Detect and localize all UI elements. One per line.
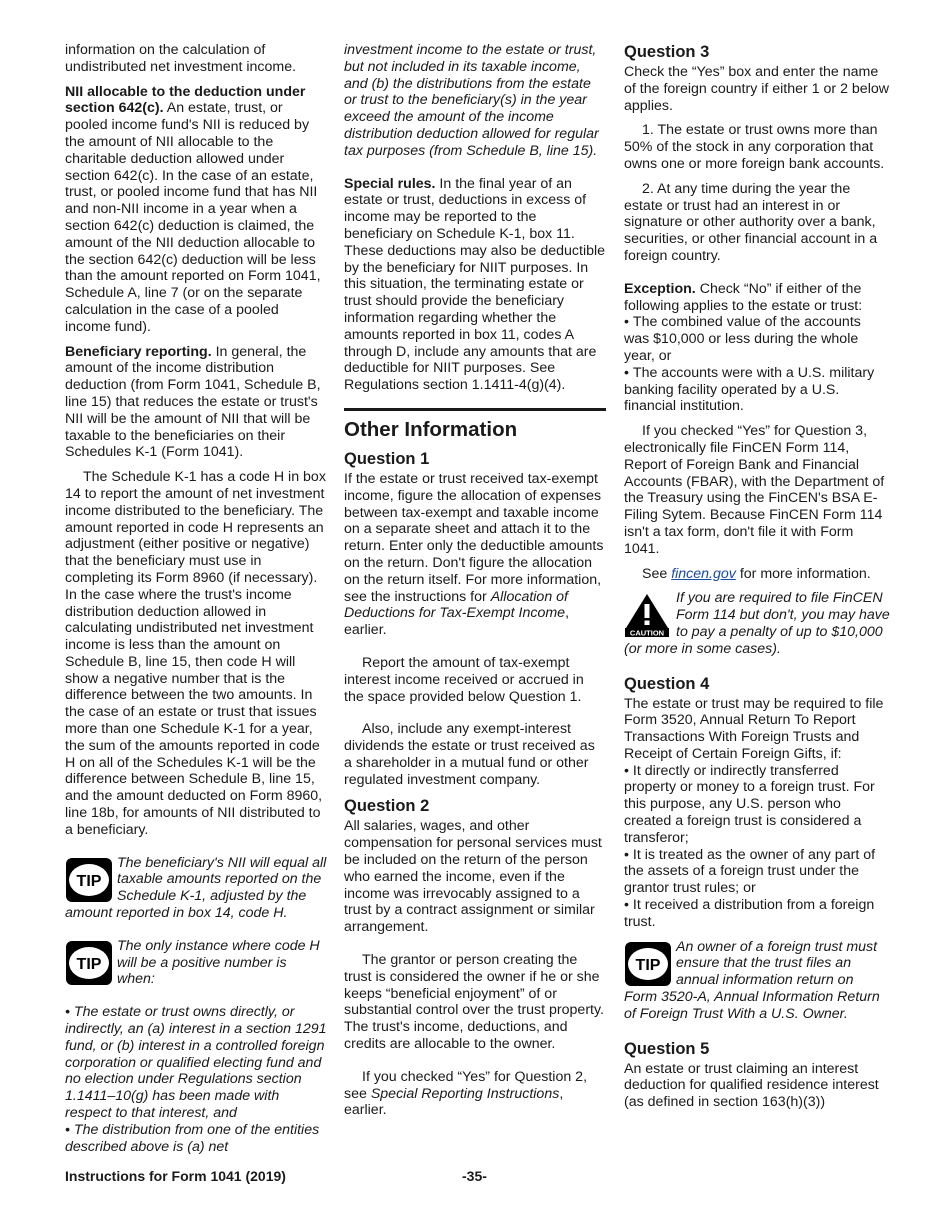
bullet-text: It directly or indirectly transferred property or money to a foreign trust. For this purpose, any U.S. person who created a foreign trust is considered a transferor; — [624, 762, 875, 846]
question-3-body: Check the “Yes” box and enter the name of the foreign country if either 1 or 2 below applies. — [624, 64, 889, 114]
bullet-item — [65, 1122, 327, 1156]
svg-text:TIP: TIP — [635, 956, 661, 974]
bullet-text: The distribution from one of the entities described above is (a) net — [65, 1121, 320, 1155]
bullet-icon: • — [624, 364, 633, 381]
see-text-end: for more information. — [735, 565, 871, 582]
bullet-item — [624, 314, 890, 364]
q1-text: If the estate or trust received tax-exempt income, figure the allocation of expenses between tax-exempt and taxable income on a separate sheet and attach it to the return. Enter only the deductible amounts on the return. Don't figure the allocation on the return itself. For more information, see the instructions for — [344, 470, 604, 605]
question-2-heading: Question 2 — [344, 797, 430, 816]
q2-text-end: , earlier. — [344, 1085, 564, 1119]
question-2-body: All salaries, wages, and other compensation for personal services must be included on the return of the person who earned the income, even if the income was irrevocably assigned to a trust by a contract assignment or similar arrangement. — [344, 818, 602, 936]
bullet-item — [624, 365, 890, 415]
bullet-icon: • — [624, 846, 633, 863]
see-fincen-paragraph — [624, 566, 890, 583]
svg-text:TIP: TIP — [76, 955, 102, 973]
question-3-item-2: 2. At any time during the year the estate or trust had an interest in or signature or other authority over a bank, securities, or other financial account in a foreign country. — [624, 180, 878, 264]
special-rules-paragraph — [344, 176, 606, 394]
bullet-item — [624, 897, 890, 931]
bullet-icon: • — [624, 314, 633, 331]
question-4-body: The estate or trust may be required to file Form 3520, Annual Return To Report Transactions With Foreign Trusts and Receipt of Certain Foreign Gifts, if: — [624, 695, 884, 762]
fincen-paragraph: If you checked “Yes” for Question 3, electronically file FinCEN Form 114, Report of Foreign Bank and Financial Accounts (FBAR), with the Department of the Treasury using the FinCEN's BSA E-Filing Sytem. Because FinCEN Form 114 isn't a tax form, don't file it with Form 1041. — [624, 423, 885, 557]
intro-paragraph: information on the calculation of undistributed net investment income. — [65, 42, 297, 75]
tip-text-1: The beneficiary's NII will equal all taxable amounts reported on the Schedule K-1, adjusted by the amount reported in box 14, code H. — [65, 854, 327, 922]
see-text: See — [642, 565, 672, 582]
bullet-item — [624, 847, 890, 897]
bullet-text: The estate or trust owns directly, or indirectly, an (a) interest in a section 1291 fund, or (b) interest in a controlled foreign corporation or qualified electing fund and no election under Regulations section 1.1411–10(g) has been made with respect to that interest, and — [65, 1004, 327, 1122]
tip-text-3: An owner of a foreign trust must ensure that the trust files an annual information return on Form 3520-A, Annual Information Return of Foreign Trust With a U.S. Owner. — [624, 938, 880, 1022]
tip-icon — [624, 941, 672, 987]
q1-text-end: , earlier. — [344, 605, 570, 639]
column-right — [624, 42, 890, 1119]
special-rules-heading: Special rules. — [344, 175, 436, 192]
exception-paragraph — [624, 281, 890, 315]
nii-642c-body: An estate, trust, or pooled income fund's NII is reduced by the amount of NII allocable to the charitable deduction allowed under section 642(c). In the case of an estate, trust, or pooled income fund that has NII and non-NII income in a year when a section 642(c) deduction is claimed, the amount of the NII deduction allocable to the section 642(c) deduction will be less than the amount reported on Form 1041, Schedule A, line 7 (or on the separate calculation in the case of a pooled income fund). — [65, 100, 321, 335]
q2-italic-ref: Special Reporting Instructions — [370, 1085, 560, 1102]
bullet-icon: • — [65, 1004, 74, 1021]
q1-italic-ref: Allocation of Deductions for Tax-Exempt Income — [344, 588, 568, 622]
question-1-body — [344, 471, 606, 639]
column-middle — [344, 42, 606, 1127]
footer-page-number: -35- — [462, 1168, 487, 1184]
footer-form-title: Instructions for Form 1041 (2019) — [65, 1168, 286, 1184]
beneficiary-reporting-heading: Beneficiary reporting. — [65, 343, 212, 360]
caution-note — [624, 590, 890, 673]
question-5-body: An estate or trust claiming an interest deduction for qualified residence interest (as defined in section 163(h)(3)) — [624, 1060, 879, 1111]
svg-text:TIP: TIP — [76, 872, 102, 890]
tip-icon — [65, 857, 113, 903]
continued-italic-text: investment income to the estate or trust, but not included in its taxable income, and (b) the distributions from the estate or trust to the beneficiary(s) in the year exceed the amount of the income distribution deduction allowed for regular tax purposes (from Schedule B, line 15). — [344, 42, 599, 159]
tip-icon — [65, 940, 113, 986]
bullet-icon: • — [624, 762, 633, 779]
beneficiary-reporting-body: In general, the amount of the income distribution deduction (from Form 1041, Schedule B, line 15) that reduces the estate or trust's NII will be the amount of NII that will be taxable to the beneficiaries on their Schedules K-1 (Form 1041). — [65, 343, 321, 461]
question-1-paragraph-2: Report the amount of tax-exempt interest income received or accrued in the space provided below Question 1. — [344, 654, 584, 705]
tip-note-3 — [624, 939, 890, 1039]
bullet-text: The combined value of the accounts was $10,000 or less during the whole year, or — [624, 314, 861, 364]
schedule-k1-paragraph: The Schedule K-1 has a code H in box 14 to report the amount of net investment income distributed to the beneficiary. The amount reported in code H represents an adjustment (either positive or negative) that the beneficiary must use in completing its Form 8960 (if necessary). In the case where the trust's income distribution deduction allowed in calculating undistributed net investment income is less than the amount on Schedule B, line 15, then code H will show a negative number that is the difference between the two amounts. In the case of an estate or trust that issues more than one Schedule K-1 for a year, the sum of the amounts reported in code H on all of the Schedules K-1 will be the difference between Schedule B, line 15, and the amount deducted on Form 8960, line 18b, for amounts of NII distributed to a beneficiary. — [65, 469, 326, 838]
question-4-heading: Question 4 — [624, 674, 710, 693]
section-divider — [344, 408, 606, 411]
bullet-text: It received a distribution from a foreign trust. — [624, 897, 875, 930]
other-information-heading: Other Information — [344, 417, 518, 441]
bullet-item — [65, 1004, 327, 1122]
question-2-paragraph-3 — [344, 1069, 606, 1119]
tip-note-1 — [65, 855, 327, 938]
tip-text-2: The only instance where code H will be a positive number is when: — [117, 937, 320, 988]
bullet-item — [624, 763, 890, 847]
column-left — [65, 42, 327, 1163]
beneficiary-reporting-paragraph — [65, 344, 327, 462]
bullet-text: It is treated as the owner of any part of the assets of a foreign trust under the grantor trust rules; or — [624, 846, 876, 897]
svg-text:CAUTION: CAUTION — [629, 628, 665, 638]
question-1-heading: Question 1 — [344, 449, 430, 468]
tip-note-2 — [65, 938, 327, 996]
fincen-link[interactable]: fincen.gov — [671, 565, 736, 582]
question-3-heading: Question 3 — [624, 43, 710, 61]
bullet-icon: • — [624, 897, 633, 914]
caution-icon — [624, 592, 670, 638]
exception-body: Check “No” if either of the following applies to the estate or trust: — [624, 280, 863, 314]
bullet-icon: • — [65, 1121, 74, 1138]
q2-text: If you checked “Yes” for Question 2, see — [344, 1068, 588, 1102]
question-2-paragraph-2: The grantor or person creating the trust is considered the owner if he or she keeps “beneficial enjoyment” of or substantial control over the trust property. The trust's income, deductions, and credits are allocable to the owner. — [344, 952, 604, 1053]
nii-642c-paragraph — [65, 84, 327, 336]
question-1-paragraph-3: Also, include any exempt-interest dividends the estate or trust received as a shareholder in a mutual fund or other regulated investment company. — [344, 721, 595, 788]
nii-642c-heading: NII allocable to the deduction under section 642(c). — [65, 83, 306, 117]
exception-heading: Exception. — [624, 280, 696, 297]
bullet-text: The accounts were with a U.S. military banking facility operated by a U.S. financial institution. — [624, 364, 875, 415]
question-5-heading: Question 5 — [624, 1039, 710, 1058]
caution-text: If you are required to file FinCEN Form 114 but don't, you may have to pay a penalty of up to $10,000 (or more in some cases). — [624, 590, 890, 657]
special-rules-body: In the final year of an estate or trust, deductions in excess of income may be reported to the beneficiary on Schedule K-1, box 11. These deductions may also be deductible by the beneficiary for NIIT purposes. In this situation, the terminating estate or trust should provide the beneficiary information regarding whether the amounts reported in box 11, codes A through D, include any amounts that are deductible for NIIT purposes. See Regulations section 1.1411-4(g)(4). — [344, 175, 606, 394]
question-3-item-1: 1. The estate or trust owns more than 50% of the stock in any corporation that owns one or more foreign bank accounts. — [624, 122, 885, 172]
